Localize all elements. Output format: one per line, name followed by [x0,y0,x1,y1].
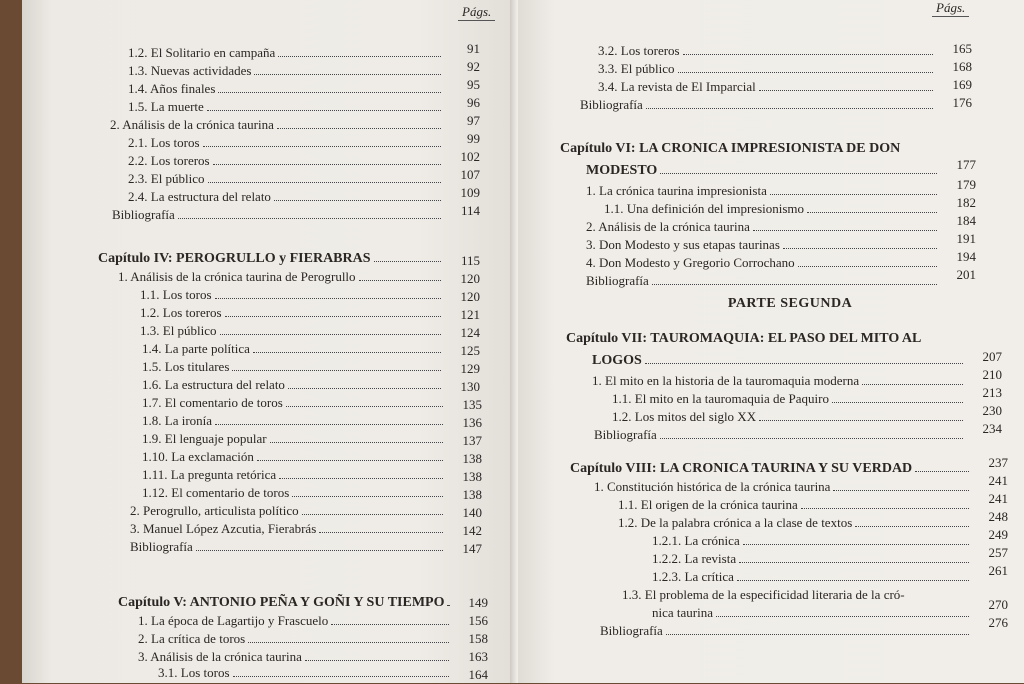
right-toc-entry [586,182,940,200]
toc-page-number: 248 [988,509,1008,524]
toc-entry-label: 1. El mito en la historia de la tauromaquia moderna [592,373,860,388]
toc-entry-label: 1.3. El público [140,323,217,338]
dot-leader [218,81,441,93]
dot-leader [292,485,443,497]
toc-entry-label: 1.1. El origen de la crónica taurina [618,497,798,512]
toc-entry-label: Capítulo VI: LA CRONICA IMPRESIONISTA DE DON [560,141,901,156]
toc-page-number: 194 [956,249,976,264]
toc-entry-label: 1.1. Los toros [140,287,212,302]
toc-page-number: 135 [462,397,482,412]
toc-page-number: 96 [467,95,480,110]
toc-page-number: 168 [952,59,972,74]
left-toc-entry [128,152,444,170]
toc-page-number: 241 [988,473,1008,488]
toc-entry-label: 1.4. La parte política [142,341,250,356]
right-toc-entry [604,200,940,218]
toc-entry-label: 1.4. Años finales [128,81,216,96]
toc-entry-label: Capítulo VIII: LA CRONICA TAURINA Y SU VERDAD [570,461,913,476]
toc-page-number: 115 [460,253,480,268]
dot-leader [447,594,449,606]
left-toc-entry [158,664,452,682]
dot-leader [220,323,441,335]
right-toc-entry [560,140,936,158]
toc-entry-label: 2.3. El público [128,171,205,186]
right-toc-entry [586,254,940,272]
toc-entry-label: 2.1. Los toros [128,135,200,150]
toc-entry-label: 3.1. Los toros [158,665,230,680]
toc-page-number: 129 [460,361,480,376]
left-toc-entry [118,268,444,286]
left-toc-entry [142,358,444,376]
toc-entry-label: Capítulo IV: PEROGRULLO y FIERABRAS [98,251,371,266]
right-toc-entry [652,604,972,622]
left-toc-entry [138,630,452,648]
toc-entry-label: Capítulo V: ANTONIO PEÑA Y GOÑI Y SU TIEMPO [118,595,445,610]
left-toc-entry [128,44,444,62]
toc-entry-label: 1.8. La ironía [142,413,213,428]
toc-page-number: 164 [468,667,488,682]
dot-leader [759,79,933,91]
toc-page-number: 99 [467,131,480,146]
toc-entry-label: 3. Manuel López Azcutia, Fierabrás [130,521,317,536]
left-toc-entry [138,612,452,630]
toc-page-number: 114 [460,203,480,218]
toc-page-number: 207 [982,349,1002,364]
part-heading: PARTE SEGUNDA [727,296,853,311]
right-toc-entry [586,218,940,236]
dot-leader [319,521,443,533]
left-toc-entry [118,594,452,612]
dot-leader [305,649,449,661]
book-gutter [510,0,518,683]
dot-leader [855,515,969,527]
toc-page-number: 109 [460,185,480,200]
toc-page-number: 261 [988,563,1008,578]
toc-entry-label: 1.5. Los titulares [142,359,230,374]
dot-leader [739,551,969,563]
dot-leader [783,237,937,249]
right-toc-entry [612,390,966,408]
right-toc-entry [592,352,966,370]
toc-entry-label: 3. Análisis de la crónica taurina [138,649,302,664]
dot-leader [331,613,449,625]
toc-page-number: 102 [460,149,480,164]
left-toc-entry [130,520,446,538]
toc-entry-label: 3.4. La revista de El Imparcial [598,79,756,94]
right-toc-entry [586,272,940,290]
dot-leader [278,45,441,57]
right-toc-entry [600,622,972,640]
toc-page-number: 138 [462,451,482,466]
toc-entry-label: 1.2.2. La revista [652,551,737,566]
toc-page-number: 120 [460,289,480,304]
left-toc-entry [142,430,446,448]
left-toc-entry [110,116,444,134]
dot-leader [666,623,969,635]
toc-entry-label: 1.2. De la palabra crónica a la clase de textos [618,515,853,530]
toc-page-number: 234 [982,421,1002,436]
dot-leader [279,467,443,479]
toc-page-number: 165 [952,41,972,56]
dot-leader [359,269,441,281]
left-toc-entry [128,98,444,116]
left-toc-entry [140,304,444,322]
left-toc-entry [142,484,446,502]
toc-entry-label: 1.7. El comentario de toros [142,395,283,410]
toc-page-number: 201 [956,267,976,282]
left-toc-entry [140,286,444,304]
right-toc-entry [592,372,966,390]
right-toc-entry [586,162,940,180]
dot-leader [801,497,969,509]
toc-entry-label: 2. Análisis de la crónica taurina [586,219,750,234]
toc-entry-label: 1. Análisis de la crónica taurina de Perogrullo [118,269,356,284]
right-toc-entry [566,330,966,348]
toc-entry-label: 4. Don Modesto y Gregorio Corrochano [586,255,795,270]
toc-entry-label: 1.2. El Solitario en campaña [128,45,276,60]
toc-page-number: 213 [982,385,1002,400]
dot-leader [798,255,937,267]
toc-entry-label: nica taurina [652,605,713,620]
left-toc-entry [142,448,446,466]
toc-entry-label: 3. Don Modesto y sus etapas taurinas [586,237,780,252]
left-toc-entry [128,170,444,188]
toc-page-number: 241 [988,491,1008,506]
right-toc-entry [580,96,936,114]
dot-leader [759,409,963,421]
toc-page-number: 120 [460,271,480,286]
toc-page-number: 136 [462,415,482,430]
toc-page-number: 147 [462,541,482,556]
toc-page-number: 107 [460,167,480,182]
dot-leader [215,413,443,425]
right-toc-entry [652,550,972,568]
left-toc-entry [98,250,444,268]
dot-leader [832,391,963,403]
left-toc-entry [112,206,444,224]
toc-page-number: 257 [988,545,1008,560]
dot-leader [286,395,443,407]
toc-page-number: 125 [460,343,480,358]
toc-entry-label: Bibliografía [130,539,193,554]
right-toc-entry [622,586,976,604]
dot-leader [257,449,443,461]
dot-leader [232,359,441,371]
right-toc-entry [652,532,972,550]
dot-leader [208,171,441,183]
dot-leader [203,135,442,147]
dot-leader [196,539,443,551]
toc-entry-label: 1.10. La exclamación [142,449,254,464]
dot-leader [660,427,963,439]
left-toc-entry [130,538,446,556]
dot-leader [716,605,969,617]
toc-page-number: 140 [462,505,482,520]
toc-entry-label: 2. La crítica de toros [138,631,246,646]
left-toc-entry [142,412,446,430]
toc-page-number: 142 [462,523,482,538]
dot-leader [178,207,441,219]
toc-entry-label: Bibliografía [580,97,643,112]
toc-entry-label: 1.2.1. La crónica [652,533,740,548]
left-toc-entry [142,340,444,358]
toc-entry-label: 1.2. Los mitos del siglo XX [612,409,757,424]
right-toc-entry [598,60,936,78]
toc-page-number: 176 [952,95,972,110]
dot-leader [737,569,969,581]
dot-leader [274,189,441,201]
dot-leader [215,287,442,299]
toc-page-number: 138 [462,487,482,502]
toc-page-number: 179 [956,177,976,192]
toc-page-number: 237 [988,455,1008,470]
toc-page-number: 95 [467,77,480,92]
dot-leader [254,63,441,75]
dot-leader [660,162,937,174]
dot-leader [753,219,937,231]
dot-leader [646,97,933,109]
toc-entry-label: MODESTO [586,163,658,178]
toc-entry-label: 1. La crónica taurina impresionista [586,183,767,198]
toc-page-number: 177 [956,157,976,172]
toc-page-number: 249 [988,527,1008,542]
toc-entry-label: 3.2. Los toreros [598,43,680,58]
dot-leader [374,250,441,262]
toc-page-number: 92 [467,59,480,74]
toc-entry-label: 1.2. Los toreros [140,305,222,320]
right-toc-entry [586,236,940,254]
left-toc-entry [128,62,444,80]
dot-leader [862,373,963,385]
toc-entry-label: 1.11. La pregunta retórica [142,467,277,482]
toc-entry-label: 1. La época de Lagartijo y Frascuelo [138,613,329,628]
toc-page-number: 130 [460,379,480,394]
dot-leader [770,183,937,195]
toc-entry-label: Bibliografía [586,273,649,288]
right-toc-entry [612,408,966,426]
toc-entry-label: 1.6. La estructura del relato [142,377,285,392]
toc-entry-label: 1.1. Una definición del impresionismo [604,201,805,216]
toc-entry-label: 1.2.3. La crítica [652,569,734,584]
toc-entry-label: 1.3. El problema de la especificidad literaria de la cró- [622,587,905,602]
toc-page-number: 230 [982,403,1002,418]
toc-entry-label: Bibliografía [600,623,663,638]
right-toc-entry [594,478,972,496]
pags-header: Págs. [458,4,495,21]
pags-header: Págs. [932,0,969,17]
toc-entry-label: 1.5. La muerte [128,99,204,114]
dot-leader [678,61,933,73]
left-toc-entry [128,80,444,98]
toc-entry-label: Bibliografía [594,427,657,442]
left-toc-entry [128,134,444,152]
dot-leader [277,117,441,129]
toc-page-number: 276 [988,615,1008,630]
toc-page-number: 156 [468,613,488,628]
dot-leader [743,533,969,545]
toc-entry-label: 3.3. El público [598,61,675,76]
right-toc-entry [598,78,936,96]
toc-entry-label: 2. Análisis de la crónica taurina [110,117,274,132]
dot-leader [288,377,441,389]
toc-entry-label: LOGOS [592,353,642,368]
toc-page-number: 121 [460,307,480,322]
toc-page-number: 270 [988,597,1008,612]
dot-leader [833,479,969,491]
dot-leader [683,43,933,55]
dot-leader [248,631,449,643]
toc-entry-label: 1.9. El lenguaje popular [142,431,267,446]
dot-leader [270,431,443,443]
toc-page-number: 138 [462,469,482,484]
toc-entry-label: 2.2. Los toreros [128,153,210,168]
toc-page-number: 184 [956,213,976,228]
right-toc-entry [594,426,966,444]
left-toc-entry [142,466,446,484]
toc-page-number: 91 [467,41,480,56]
toc-entry-label: 2. Perogrullo, articulista político [130,503,299,518]
toc-entry-label: 1.3. Nuevas actividades [128,63,252,78]
dot-leader [302,503,443,515]
toc-page-number: 182 [956,195,976,210]
toc-page-number: 137 [462,433,482,448]
toc-page-number: 169 [952,77,972,92]
toc-page-number: 191 [956,231,976,246]
dot-leader [233,665,450,677]
toc-entry-label: 1.1. El mito en la tauromaquia de Paquiro [612,391,829,406]
right-toc-entry [652,568,972,586]
toc-page-number: 158 [468,631,488,646]
dot-leader [225,305,441,317]
toc-page-number: 124 [460,325,480,340]
toc-entry-label: 1.12. El comentario de toros [142,485,290,500]
toc-page-number: 149 [468,595,488,610]
left-toc-entry [130,502,446,520]
dot-leader [652,273,937,285]
right-toc-entry [618,496,972,514]
right-toc-entry [598,42,936,60]
left-toc-entry [142,394,446,412]
dot-leader [807,201,937,213]
toc-entry-label: Capítulo VII: TAUROMAQUIA: EL PASO DEL MITO AL [566,331,922,346]
toc-page-number: 97 [467,113,480,128]
left-toc-entry [128,188,444,206]
toc-page-number: 210 [982,367,1002,382]
left-toc-entry [140,322,444,340]
dot-leader [645,352,963,364]
toc-entry-label: 2.4. La estructura del relato [128,189,271,204]
right-toc-entry [618,514,972,532]
toc-page-number: 163 [468,649,488,664]
dot-leader [213,153,441,165]
toc-entry-label: Bibliografía [112,207,175,222]
dot-leader [253,341,441,353]
dot-leader [915,460,969,472]
dot-leader [207,99,441,111]
left-toc-entry [142,376,444,394]
toc-entry-label: 1. Constitución histórica de la crónica taurina [594,479,831,494]
right-toc-entry [570,460,972,478]
